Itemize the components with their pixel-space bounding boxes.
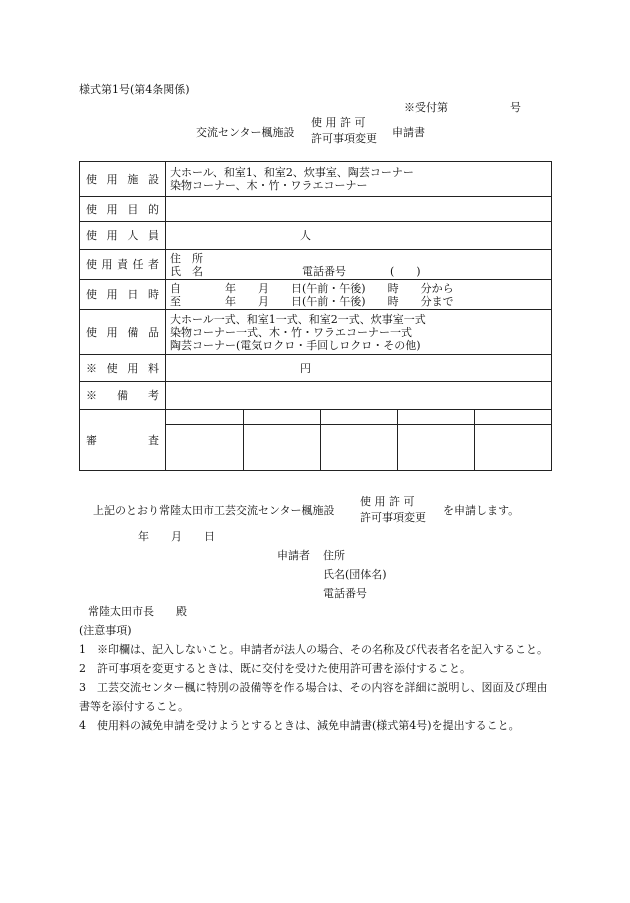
label-facility: 使用施設 bbox=[80, 162, 166, 197]
review-cell bbox=[320, 424, 397, 470]
value-purpose[interactable] bbox=[166, 197, 552, 222]
value-datetime[interactable] bbox=[166, 280, 552, 310]
applicant-name[interactable]: 氏名(団体名) bbox=[323, 568, 387, 581]
statement-type-choice bbox=[360, 494, 426, 526]
attendees-unit: 人 bbox=[300, 229, 311, 242]
note-item-4: 4 使用料の減免申請を受けようとするときは、減免申請書(様式第4号)を提出すること。 bbox=[79, 719, 520, 732]
application-date[interactable]: 年 月 日 bbox=[138, 530, 215, 543]
review-cell bbox=[397, 410, 474, 424]
application-form-table bbox=[79, 161, 552, 471]
statement-prefix: 上記のとおり常陸太田市工芸交流センター楓施設 bbox=[93, 504, 335, 517]
review-cell bbox=[243, 410, 320, 424]
value-responsible[interactable] bbox=[166, 250, 552, 280]
review-stamp-row bbox=[166, 424, 551, 470]
applicant-phone[interactable]: 電話番号 bbox=[323, 587, 367, 600]
datetime-from: 自 年 月 日(午前・午後) 時 分から bbox=[170, 281, 454, 295]
label-review: 審査 bbox=[80, 410, 166, 471]
addressee: 常陸太田市長 殿 bbox=[88, 605, 187, 618]
review-cell bbox=[474, 410, 551, 424]
notes-title: (注意事項) bbox=[79, 624, 132, 637]
label-remarks: ※備考 bbox=[80, 382, 166, 410]
statement-suffix: を申請します。 bbox=[443, 504, 520, 517]
review-cell bbox=[166, 424, 243, 470]
review-cell bbox=[474, 424, 551, 470]
equipment-line-2: 染物コーナー一式、木・竹・ワラエコーナー一式 bbox=[170, 325, 412, 339]
application-title: 申請書 bbox=[392, 126, 425, 139]
statement-use-permit: 使 用 許 可 bbox=[360, 495, 415, 508]
note-item-3: 3 工芸交流センター楓に特別の設備等を作る場合は、その内容を詳細に説明し、図面及び理由書等を添付すること。 bbox=[79, 681, 548, 713]
facility-name: 交流センター楓施設 bbox=[196, 126, 295, 139]
label-equipment: 使用備品 bbox=[80, 310, 166, 355]
fee-unit: 円 bbox=[300, 361, 311, 375]
responsible-address: 住 所 bbox=[170, 251, 203, 265]
datetime-to: 至 年 月 日(午前・午後) 時 分まで bbox=[170, 294, 454, 308]
value-remarks bbox=[166, 382, 552, 410]
table-row-equipment bbox=[80, 310, 552, 355]
table-row-remarks bbox=[80, 382, 552, 410]
label-attendees: 使用人員 bbox=[80, 222, 166, 250]
application-type-choice bbox=[311, 115, 377, 147]
facility-line-2: 染物コーナー、木・竹・ワラエコーナー bbox=[170, 179, 368, 192]
notes-section bbox=[79, 621, 549, 735]
review-cell bbox=[243, 424, 320, 470]
review-header-row bbox=[166, 410, 551, 424]
receipt-number-label: ※受付第 bbox=[404, 101, 448, 114]
responsible-name-phone: 氏 名 電話番号 ( ) bbox=[170, 264, 421, 278]
use-permit-option: 使 用 許 可 bbox=[311, 116, 366, 129]
label-purpose: 使用目的 bbox=[80, 197, 166, 222]
equipment-line-1: 大ホール一式、和室1一式、和室2一式、炊事室一式 bbox=[170, 312, 426, 326]
facility-line-1: 大ホール、和室1、和室2、炊事室、陶芸コーナー bbox=[170, 166, 414, 179]
applicant-address[interactable]: 住所 bbox=[323, 549, 345, 562]
label-responsible: 使用責任者 bbox=[80, 250, 166, 280]
table-row-review bbox=[80, 410, 552, 471]
form-number: 様式第1号(第4条関係) bbox=[79, 83, 190, 96]
value-facility[interactable] bbox=[166, 162, 552, 197]
value-attendees[interactable] bbox=[166, 222, 552, 250]
table-row-attendees bbox=[80, 222, 552, 250]
table-row-responsible bbox=[80, 250, 552, 280]
statement-permit-change: 許可事項変更 bbox=[360, 511, 426, 524]
note-item-2: 2 許可事項を変更するときは、既に交付を受けた使用許可書を添付すること。 bbox=[79, 662, 471, 675]
review-cell bbox=[397, 424, 474, 470]
table-row-facility bbox=[80, 162, 552, 197]
review-cell bbox=[166, 410, 243, 424]
review-cell bbox=[320, 410, 397, 424]
label-datetime: 使用日時 bbox=[80, 280, 166, 310]
value-review bbox=[166, 410, 552, 471]
value-equipment[interactable] bbox=[166, 310, 552, 355]
receipt-number-suffix: 号 bbox=[510, 101, 521, 114]
permit-change-option: 許可事項変更 bbox=[311, 132, 377, 145]
value-fee bbox=[166, 355, 552, 382]
applicant-label: 申請者 bbox=[277, 549, 310, 562]
note-item-1: 1 ※印欄は、記入しないこと。申請者が法人の場合、その名称及び代表者名を記入すること。 bbox=[79, 643, 548, 656]
table-row-datetime bbox=[80, 280, 552, 310]
label-fee: ※使用料 bbox=[80, 355, 166, 382]
equipment-line-3: 陶芸コーナー(電気ロクロ・手回しロクロ・その他) bbox=[170, 338, 421, 352]
table-row-fee bbox=[80, 355, 552, 382]
table-row-purpose bbox=[80, 197, 552, 222]
review-grid bbox=[166, 410, 551, 470]
